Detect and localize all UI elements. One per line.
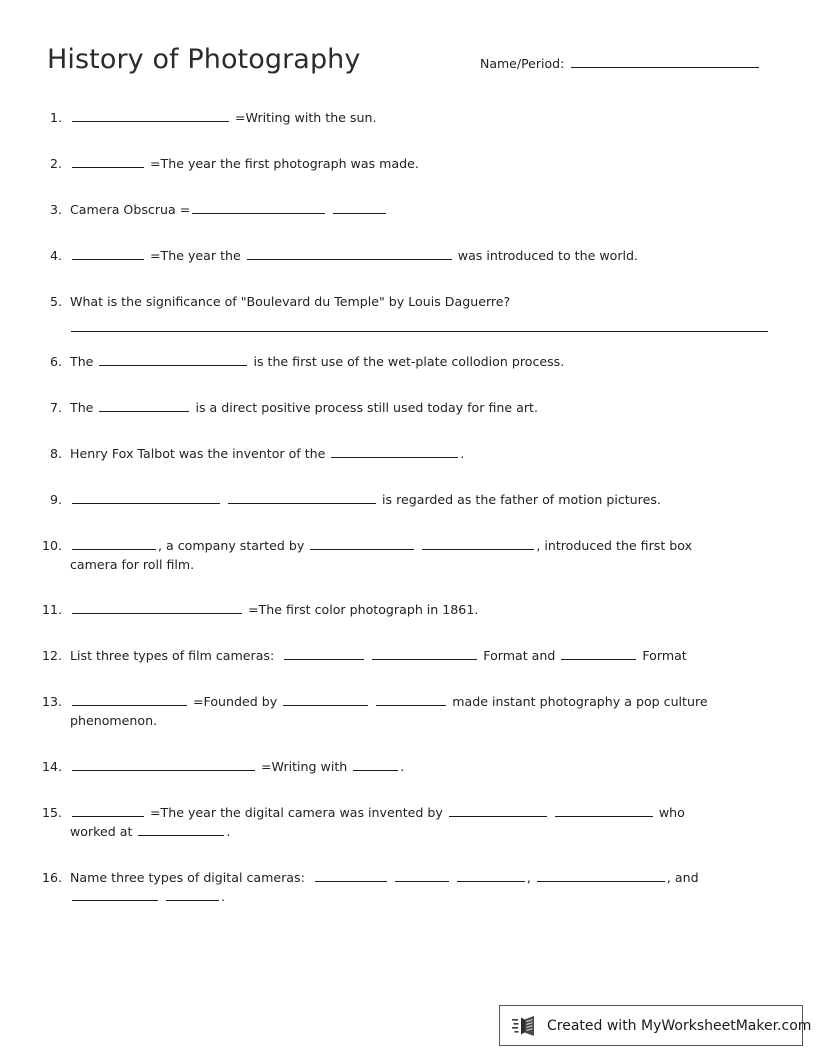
question-text: is the first use of the wet-plate collodion process. xyxy=(249,354,565,369)
name-period-blank[interactable] xyxy=(571,54,759,68)
question-text xyxy=(222,492,226,507)
question-text: was introduced to the world. xyxy=(453,248,639,263)
question-text: Name three types of digital cameras: xyxy=(70,870,313,885)
question-line xyxy=(70,246,768,265)
question-text: . xyxy=(400,759,405,774)
question-item xyxy=(0,692,816,730)
question-text: Format xyxy=(638,648,687,663)
question-line xyxy=(70,555,768,574)
question-line xyxy=(70,803,768,822)
question-number: 3. xyxy=(49,202,62,217)
question-text: , xyxy=(526,870,535,885)
question-body xyxy=(70,600,816,619)
answer-blank[interactable] xyxy=(72,693,187,706)
answer-blank[interactable] xyxy=(72,109,229,122)
question-text: , a company started by xyxy=(158,538,309,553)
answer-blank[interactable] xyxy=(372,647,477,660)
question-number: 9. xyxy=(49,492,62,507)
question-text: . xyxy=(460,446,465,461)
question-text: . xyxy=(221,889,226,904)
question-body xyxy=(70,444,816,463)
question-text: is regarded as the father of motion pictures. xyxy=(378,492,661,507)
question-body xyxy=(70,200,816,219)
question-text: =The first color photograph in 1861. xyxy=(244,602,479,617)
question-body xyxy=(70,292,816,332)
name-period-field xyxy=(480,54,759,71)
answer-blank[interactable] xyxy=(561,647,636,660)
answer-blank[interactable] xyxy=(283,693,368,706)
question-line xyxy=(70,331,768,332)
question-text: What is the significance of "Boulevard du Temple" by Louis Daguerre? xyxy=(70,294,511,309)
answer-blank[interactable] xyxy=(449,804,547,817)
answer-blank[interactable] xyxy=(353,758,398,771)
page-title: History of Photography xyxy=(47,44,361,75)
question-text: List three types of film cameras: xyxy=(70,648,283,663)
worksheet-header xyxy=(0,44,816,92)
question-body xyxy=(70,646,816,665)
question-number: 14. xyxy=(41,759,62,774)
question-text: =The year the xyxy=(146,248,245,263)
answer-blank[interactable] xyxy=(72,804,144,817)
question-text xyxy=(160,889,164,904)
answer-blank[interactable] xyxy=(166,888,219,901)
question-item xyxy=(0,352,816,371)
question-text: =Founded by xyxy=(189,694,282,709)
question-text: =The year the first photograph was made. xyxy=(146,156,419,171)
answer-blank[interactable] xyxy=(72,601,242,614)
question-text: Henry Fox Talbot was the inventor of the xyxy=(70,446,330,461)
question-line xyxy=(70,887,768,906)
footer-text: Created with MyWorksheetMaker.com xyxy=(547,1017,812,1034)
answer-blank[interactable] xyxy=(99,399,189,412)
answer-blank[interactable] xyxy=(72,155,144,168)
question-body xyxy=(70,398,816,417)
question-number: 1. xyxy=(49,110,62,125)
question-line xyxy=(70,600,768,619)
footer-badge[interactable] xyxy=(499,1005,812,1046)
question-number: 13. xyxy=(41,694,62,709)
question-text xyxy=(366,648,370,663)
question-number: 7. xyxy=(49,400,62,415)
question-text: . xyxy=(226,824,231,839)
name-period-label: Name/Period: xyxy=(480,56,565,71)
question-text: The xyxy=(70,400,98,415)
question-line xyxy=(70,868,768,887)
answer-blank[interactable] xyxy=(72,537,156,550)
question-body xyxy=(70,868,816,906)
question-body xyxy=(70,246,816,265)
answer-blank[interactable] xyxy=(72,758,255,771)
question-text: Camera Obscrua = xyxy=(70,202,191,217)
question-text: phenomenon. xyxy=(70,713,158,728)
question-line xyxy=(70,536,768,555)
answer-blank[interactable] xyxy=(555,804,653,817)
question-number: 11. xyxy=(41,602,62,617)
question-text xyxy=(451,870,455,885)
question-text: worked at xyxy=(70,824,137,839)
question-text: camera for roll film. xyxy=(70,557,195,572)
question-line xyxy=(70,490,768,509)
question-item xyxy=(0,292,816,332)
question-text: =The year the digital camera was invented by xyxy=(146,805,447,820)
question-text xyxy=(327,202,331,217)
answer-blank[interactable] xyxy=(72,247,144,260)
question-number: 5. xyxy=(49,294,62,309)
question-body xyxy=(70,692,816,730)
question-item xyxy=(0,200,816,219)
question-item xyxy=(0,154,816,173)
question-body xyxy=(70,536,816,574)
question-text: , introduced the first box xyxy=(536,538,693,553)
question-line xyxy=(70,200,768,219)
question-body xyxy=(70,757,816,776)
question-line xyxy=(70,154,768,173)
question-text: is a direct positive process still used today for fine art. xyxy=(191,400,538,415)
question-item xyxy=(0,246,816,265)
question-body xyxy=(70,108,816,127)
answer-blank[interactable] xyxy=(315,869,387,882)
question-list xyxy=(0,108,816,933)
question-text: =Writing with xyxy=(257,759,352,774)
question-item xyxy=(0,398,816,417)
answer-blank[interactable] xyxy=(331,445,458,458)
question-line xyxy=(70,822,768,841)
question-item xyxy=(0,757,816,776)
answer-blank[interactable] xyxy=(138,823,224,836)
question-text xyxy=(389,870,393,885)
question-text xyxy=(370,694,374,709)
question-body xyxy=(70,803,816,841)
answer-blank[interactable] xyxy=(247,247,452,260)
question-item xyxy=(0,600,816,619)
answer-blank[interactable] xyxy=(537,869,665,882)
question-number: 2. xyxy=(49,156,62,171)
question-line xyxy=(70,108,768,127)
question-text: =Writing with the sun. xyxy=(231,110,377,125)
question-body xyxy=(70,154,816,173)
answer-blank[interactable] xyxy=(310,537,414,550)
answer-blank[interactable] xyxy=(333,201,386,214)
question-item xyxy=(0,108,816,127)
answer-blank[interactable] xyxy=(284,647,364,660)
question-line xyxy=(70,646,768,665)
answer-blank[interactable] xyxy=(376,693,446,706)
question-item xyxy=(0,536,816,574)
question-line xyxy=(70,757,768,776)
question-text xyxy=(416,538,420,553)
question-text: who xyxy=(654,805,685,820)
answer-blank[interactable] xyxy=(72,888,158,901)
question-number: 10. xyxy=(41,538,62,553)
question-number: 16. xyxy=(41,870,62,885)
question-item xyxy=(0,803,816,841)
question-number: 12. xyxy=(41,648,62,663)
question-line xyxy=(70,692,768,711)
question-number: 15. xyxy=(41,805,62,820)
question-text xyxy=(549,805,553,820)
question-item xyxy=(0,868,816,906)
question-body xyxy=(70,352,816,371)
answer-blank[interactable] xyxy=(395,869,449,882)
question-text: , and xyxy=(666,870,699,885)
question-text: made instant photography a pop culture xyxy=(448,694,708,709)
answer-blank[interactable] xyxy=(457,869,525,882)
question-text: The xyxy=(70,354,98,369)
answer-blank[interactable] xyxy=(99,353,247,366)
answer-blank[interactable] xyxy=(228,491,376,504)
question-item xyxy=(0,444,816,463)
question-number: 4. xyxy=(49,248,62,263)
question-body xyxy=(70,490,816,509)
question-text: Format and xyxy=(479,648,560,663)
question-line xyxy=(70,444,768,463)
answer-blank[interactable] xyxy=(422,537,534,550)
question-number: 8. xyxy=(49,446,62,461)
answer-rule[interactable] xyxy=(71,331,768,332)
question-item xyxy=(0,646,816,665)
worksheet-maker-logo-icon xyxy=(512,1014,538,1038)
question-number: 6. xyxy=(49,354,62,369)
question-line xyxy=(70,398,768,417)
question-line xyxy=(70,711,768,730)
question-line xyxy=(70,292,768,311)
question-line xyxy=(70,352,768,371)
answer-blank[interactable] xyxy=(192,201,325,214)
question-item xyxy=(0,490,816,509)
answer-blank[interactable] xyxy=(72,491,220,504)
